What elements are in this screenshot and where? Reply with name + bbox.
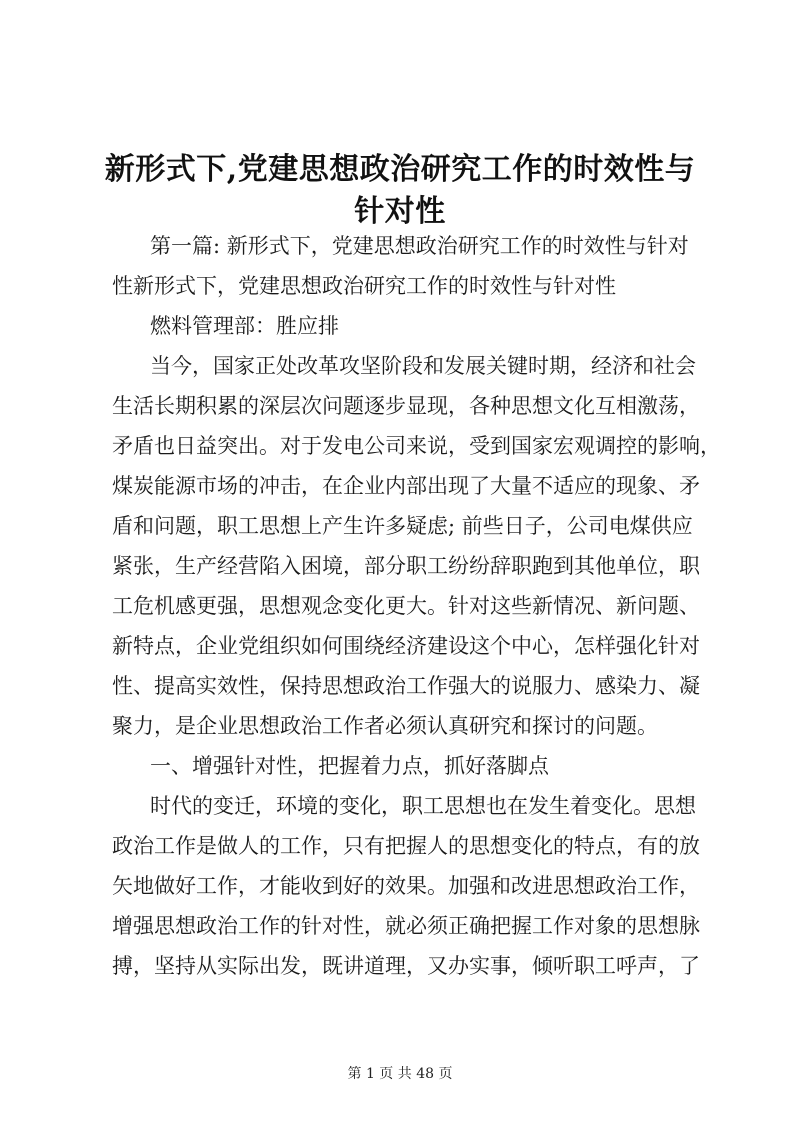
body-line-17: 矢地做好工作，才能收到好的效果。加强和改进思想政治工作， — [112, 874, 700, 898]
body-line-6: 矛盾也日益突出。对于发电公司来说，受到国家宏观调控的影响， — [112, 434, 721, 458]
body-line-9: 紧张，生产经营陷入困境，部分职工纷纷辞职跑到其他单位，职 — [112, 554, 700, 578]
body-line-12: 性、提高实效性，保持思想政治工作强大的说服力、感染力、凝 — [112, 674, 700, 698]
author-line: 燃料管理部：胜应排 — [150, 314, 339, 338]
document-title-line-1: 新形式下,党建思想政治研究工作的时效性与 — [104, 152, 696, 187]
page-footer: 第 1 页 共 48 页 — [347, 1066, 453, 1082]
body-line-8: 盾和问题，职工思想上产生许多疑虑; 前些日子，公司电煤供应 — [112, 514, 693, 538]
body-line-11: 新特点，企业党组织如何围绕经济建设这个中心，怎样强化针对 — [112, 634, 700, 658]
body-line-16: 政治工作是做人的工作，只有把握人的思想变化的特点，有的放 — [112, 834, 700, 858]
document-title-line-2: 针对性 — [354, 194, 446, 229]
body-line-7: 煤炭能源市场的冲击，在企业内部出现了大量不适应的现象、矛 — [112, 474, 700, 498]
body-line-18: 增强思想政治工作的针对性，就必须正确把握工作对象的思想脉 — [112, 914, 700, 938]
body-line-5: 生活长期积累的深层次问题逐步显现，各种思想文化互相激荡， — [112, 394, 700, 418]
body-line-15: 时代的变迁，环境的变化，职工思想也在发生着变化。思想 — [150, 794, 696, 818]
body-line-10: 工危机感更强，思想观念变化更大。针对这些新情况、新问题、 — [112, 594, 700, 618]
body-line-13: 聚力，是企业思想政治工作者必须认真研究和探讨的问题。 — [112, 714, 658, 738]
body-line-2: 性新形式下，党建思想政治研究工作的时效性与针对性 — [112, 274, 616, 298]
section-heading: 一、增强针对性，把握着力点，抓好落脚点 — [150, 754, 549, 778]
body-line-4: 当今，国家正处改革攻坚阶段和发展关键时期，经济和社会 — [150, 354, 696, 378]
body-line-19: 搏，坚持从实际出发，既讲道理，又办实事，倾听职工呼声，了 — [112, 954, 700, 978]
body-line-1: 第一篇: 新形式下，党建思想政治研究工作的时效性与针对 — [150, 234, 689, 258]
